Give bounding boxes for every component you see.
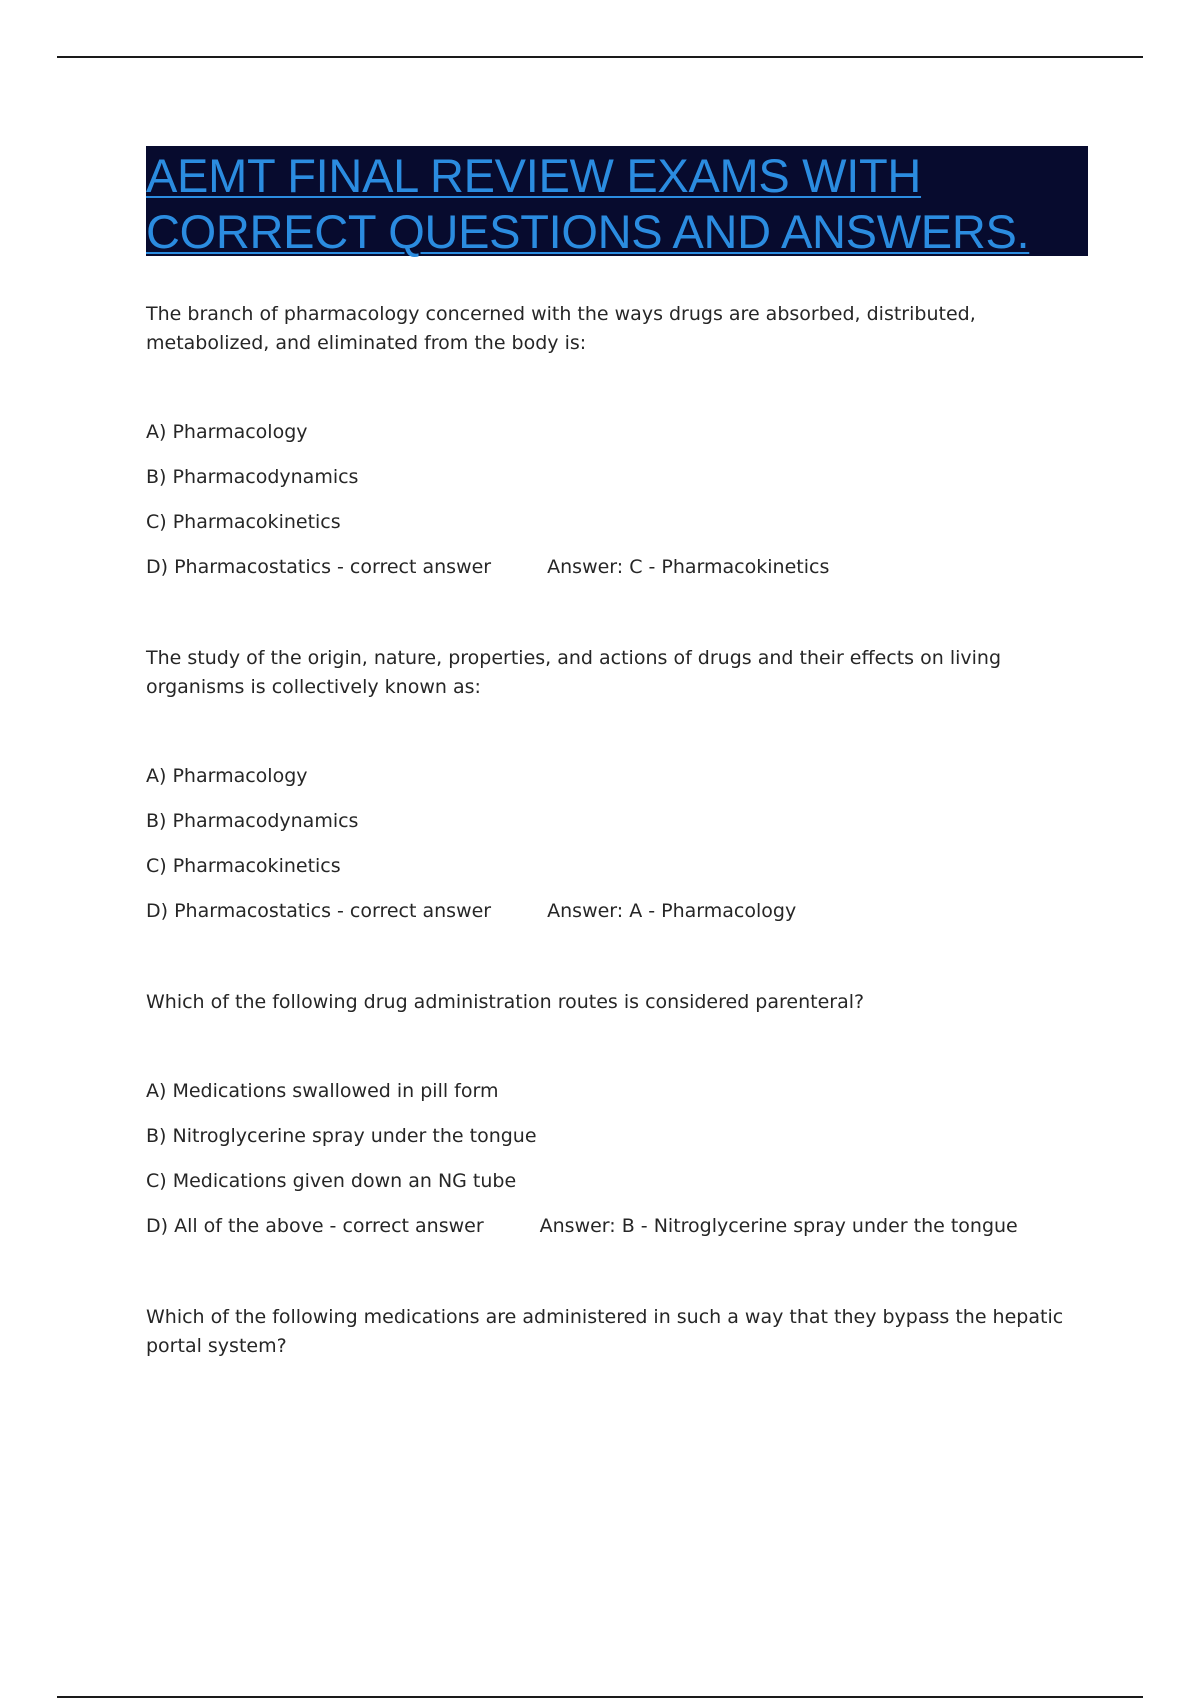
option-d-row: [146, 1212, 1086, 1241]
option-d: D) All of the above - correct answer: [146, 1215, 484, 1237]
question-text: Which of the following medications are administered in such a way that they bypass the hepatic portal system?: [146, 1306, 1064, 1357]
document-title-line-2: CORRECT QUESTIONS AND ANSWERS.: [146, 205, 1030, 258]
header-rule: [57, 56, 1143, 58]
option-d: D) Pharmacostatics - correct answer: [146, 556, 492, 578]
question-3: [146, 988, 1086, 1241]
question-2: [146, 644, 1086, 926]
answer-text: Answer: C - Pharmacokinetics: [547, 556, 830, 578]
option-c: C) Pharmacokinetics: [146, 855, 341, 877]
question-text: The study of the origin, nature, properties, and actions of drugs and their effects on living organisms is collectively known as:: [146, 647, 1001, 698]
question-4: [146, 1303, 1086, 1361]
question-text: The branch of pharmacology concerned with the ways drugs are absorbed, distributed, metabolized, and eliminated from the body is:: [146, 303, 976, 354]
option-b: B) Pharmacodynamics: [146, 466, 359, 488]
option-a: A) Pharmacology: [146, 421, 308, 443]
option-c: C) Medications given down an NG tube: [146, 1170, 517, 1192]
question-text: Which of the following drug administration routes is considered parenteral?: [146, 991, 865, 1013]
answer-text: Answer: A - Pharmacology: [547, 900, 797, 922]
option-d: D) Pharmacostatics - correct answer: [146, 900, 492, 922]
answer-text: Answer: B - Nitroglycerine spray under the tongue: [539, 1215, 1018, 1237]
question-1: [146, 300, 1086, 582]
option-a: A) Medications swallowed in pill form: [146, 1080, 499, 1102]
option-d-row: [146, 553, 1086, 582]
option-d-row: [146, 897, 1086, 926]
document-title-line-1: AEMT FINAL REVIEW EXAMS WITH: [146, 149, 922, 202]
option-b: B) Nitroglycerine spray under the tongue: [146, 1125, 537, 1147]
option-c: C) Pharmacokinetics: [146, 511, 341, 533]
option-a: A) Pharmacology: [146, 765, 308, 787]
questions-list: [146, 300, 1086, 1423]
option-b: B) Pharmacodynamics: [146, 810, 359, 832]
footer-rule: [57, 1696, 1143, 1698]
document-title-banner: [146, 146, 1088, 256]
